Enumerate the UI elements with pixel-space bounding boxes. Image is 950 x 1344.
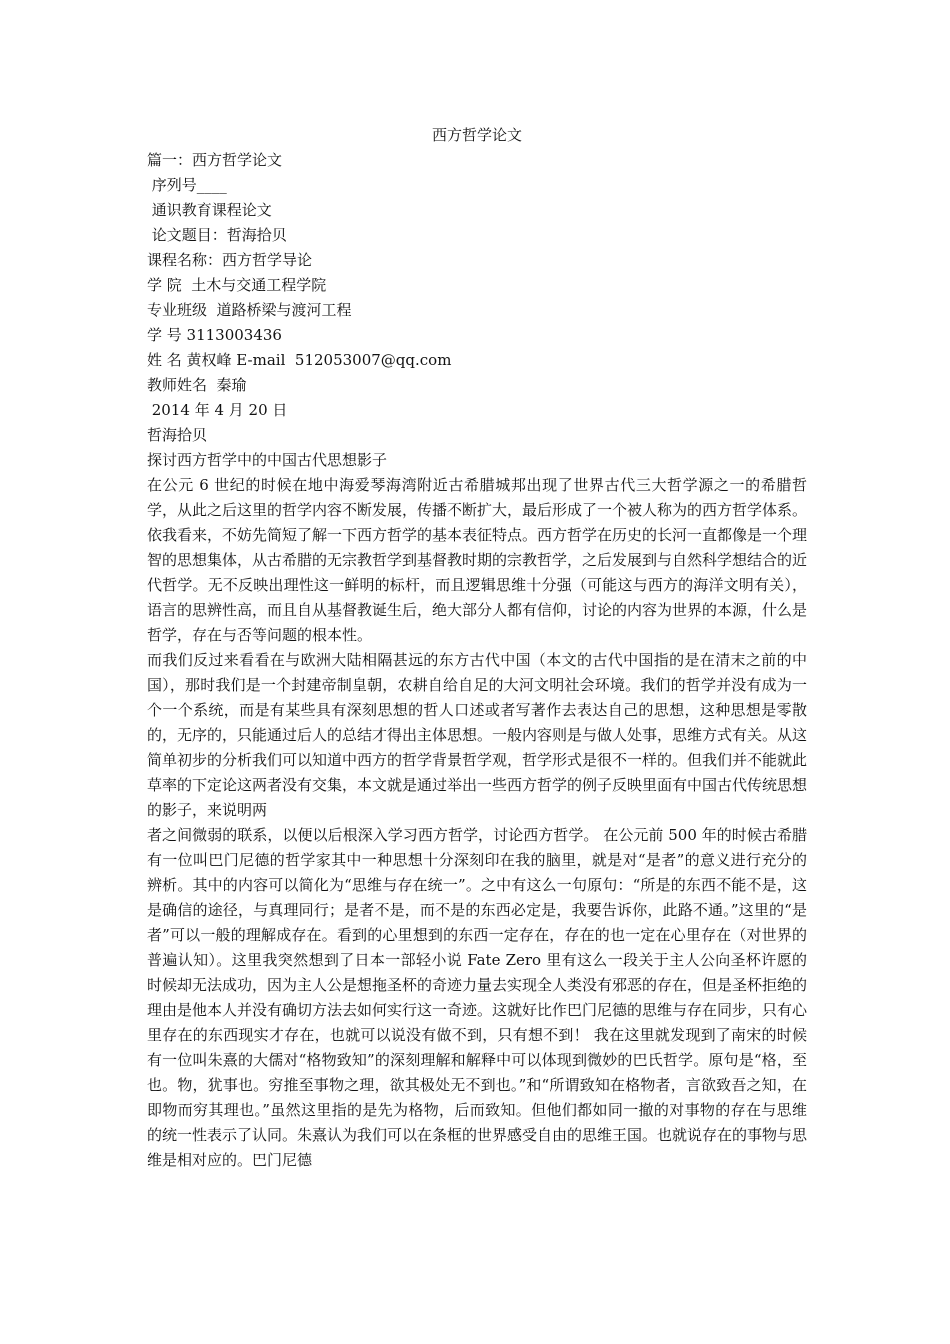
header-block xyxy=(147,148,807,473)
header-line-article: 篇一：西方哲学论文 xyxy=(147,151,283,169)
document-page xyxy=(147,123,807,1173)
body-paragraph-1: 在公元 6 世纪的时候在地中海爱琴海湾附近古希腊城邦出现了世界古代三大哲学源之一的希腊哲学，从此之后这里的哲学内容不断发展，传播不断扩大，最后形成了一个被人称为的西方哲学体系。依我看来，不妨先简短了解一下西方哲学的基本表征特点。西方哲学在历史的长河一直都像是一个理智的思想集体，从古希腊的无宗教哲学到基督教时期的宗教哲学，之后发展到与自然科学想结合的近代哲学。无不反映出理性这一鲜明的标杆，而且逻辑思维十分强（可能这与西方的海洋文明有关），语言的思辨性高，而且自从基督教诞生后，绝大部分人都有信仰，讨论的内容为世界的本源，什么是哲学，存在与否等问题的根本性。 xyxy=(147,476,808,644)
header-line-teacher: 教师姓名 秦瑜 xyxy=(147,376,247,394)
header-line-paper-title: 论文题目：哲海拾贝 xyxy=(147,226,287,244)
header-line-subtitle: 探讨西方哲学中的中国古代思想影子 xyxy=(147,451,388,469)
header-line-college: 学 院 土木与交通工程学院 xyxy=(147,276,327,294)
header-line-course-name: 课程名称：西方哲学导论 xyxy=(147,251,313,269)
header-line-serial: 序列号____ xyxy=(147,176,227,194)
document-title: 西方哲学论文 xyxy=(431,126,522,144)
header-line-name-email: 姓 名 黄权峰 E-mail 512053007@qq.com xyxy=(147,351,452,369)
body-paragraph-3: 者之间微弱的联系，以便以后根深入学习西方哲学，讨论西方哲学。 在公元前 500 年的时候古希腊有一位叫巴门尼德的哲学家其中一种思想十分深刻印在我的脑里，就是对“是者”的意义进行充分的辨析。其中的内容可以简化为“思维与存在统一”。之中有这么一句原句：“所是的东西不能不是，这是确信的途径，与真理同行；是者不是，而不是的东西必定是，我要告诉你，此路不通。”这里的“是者”可以一般的理解成存在。看到的心里想到的东西一定存在，存在的也一定在心里存在（对世界的普遍认知）。这里我突然想到了日本一部轻小说 Fate Zero 里有这么一段关于主人公向圣杯许愿的时候却无法成功，因为主人公是想拖圣杯的奇迹力量去实现全人类没有邪恶的存在，但是圣杯拒绝的理由是他本人并没有确切方法去如何实行这一奇迹。这就好比作巴门尼德的思维与存在同步，只有心里存在的东西现实才存在，也就可以说没有做不到，只有想不到！ 我在这里就发现到了南宋的时候有一位叫朱熹的大儒对“格物致知”的深刻理解和解释中可以体现到微妙的巴氏哲学。原句是“格，至也。物，犹事也。穷推至事物之理，欲其极处无不到也。”和“所谓致知在格物者，言欲致吾之知，在即物而穷其理也。”虽然这里指的是先为格物，后而致知。但他们都如同一撤的对事物的存在与思维的统一性表示了认同。朱熹认为我们可以在条框的世界感受自由的思维王国。也就说存在的事物与思维是相对应的。巴门尼德 xyxy=(147,826,808,1169)
header-line-course-type: 通识教育课程论文 xyxy=(147,201,272,219)
header-line-essay-title: 哲海拾贝 xyxy=(147,426,208,444)
header-line-student-id: 学 号 3113003436 xyxy=(147,326,282,344)
body-paragraph-2: 而我们反过来看看在与欧洲大陆相隔甚远的东方古代中国（本文的古代中国指的是在清末之前的中国），那时我们是一个封建帝制皇朝，农耕自给自足的大河文明社会环境。我们的哲学并没有成为一个一个系统，而是有某些具有深刻思想的哲人口述或者写著作去表达自己的思想，这种思想是零散的，无序的，只能通过后人的总结才得出主体思想。一般内容则是与做人处事，思维方式有关。从这简单初步的分析我们可以知道中西方的哲学背景哲学观，哲学形式是很不一样的。但我们并不能就此草率的下定论这两者没有交集，本文就是通过举出一些西方哲学的例子反映里面有中国古代传统思想的影子，来说明两 xyxy=(147,651,808,819)
header-line-date: 2014 年 4 月 20 日 xyxy=(147,401,288,419)
header-line-class: 专业班级 道路桥梁与渡河工程 xyxy=(147,301,352,319)
